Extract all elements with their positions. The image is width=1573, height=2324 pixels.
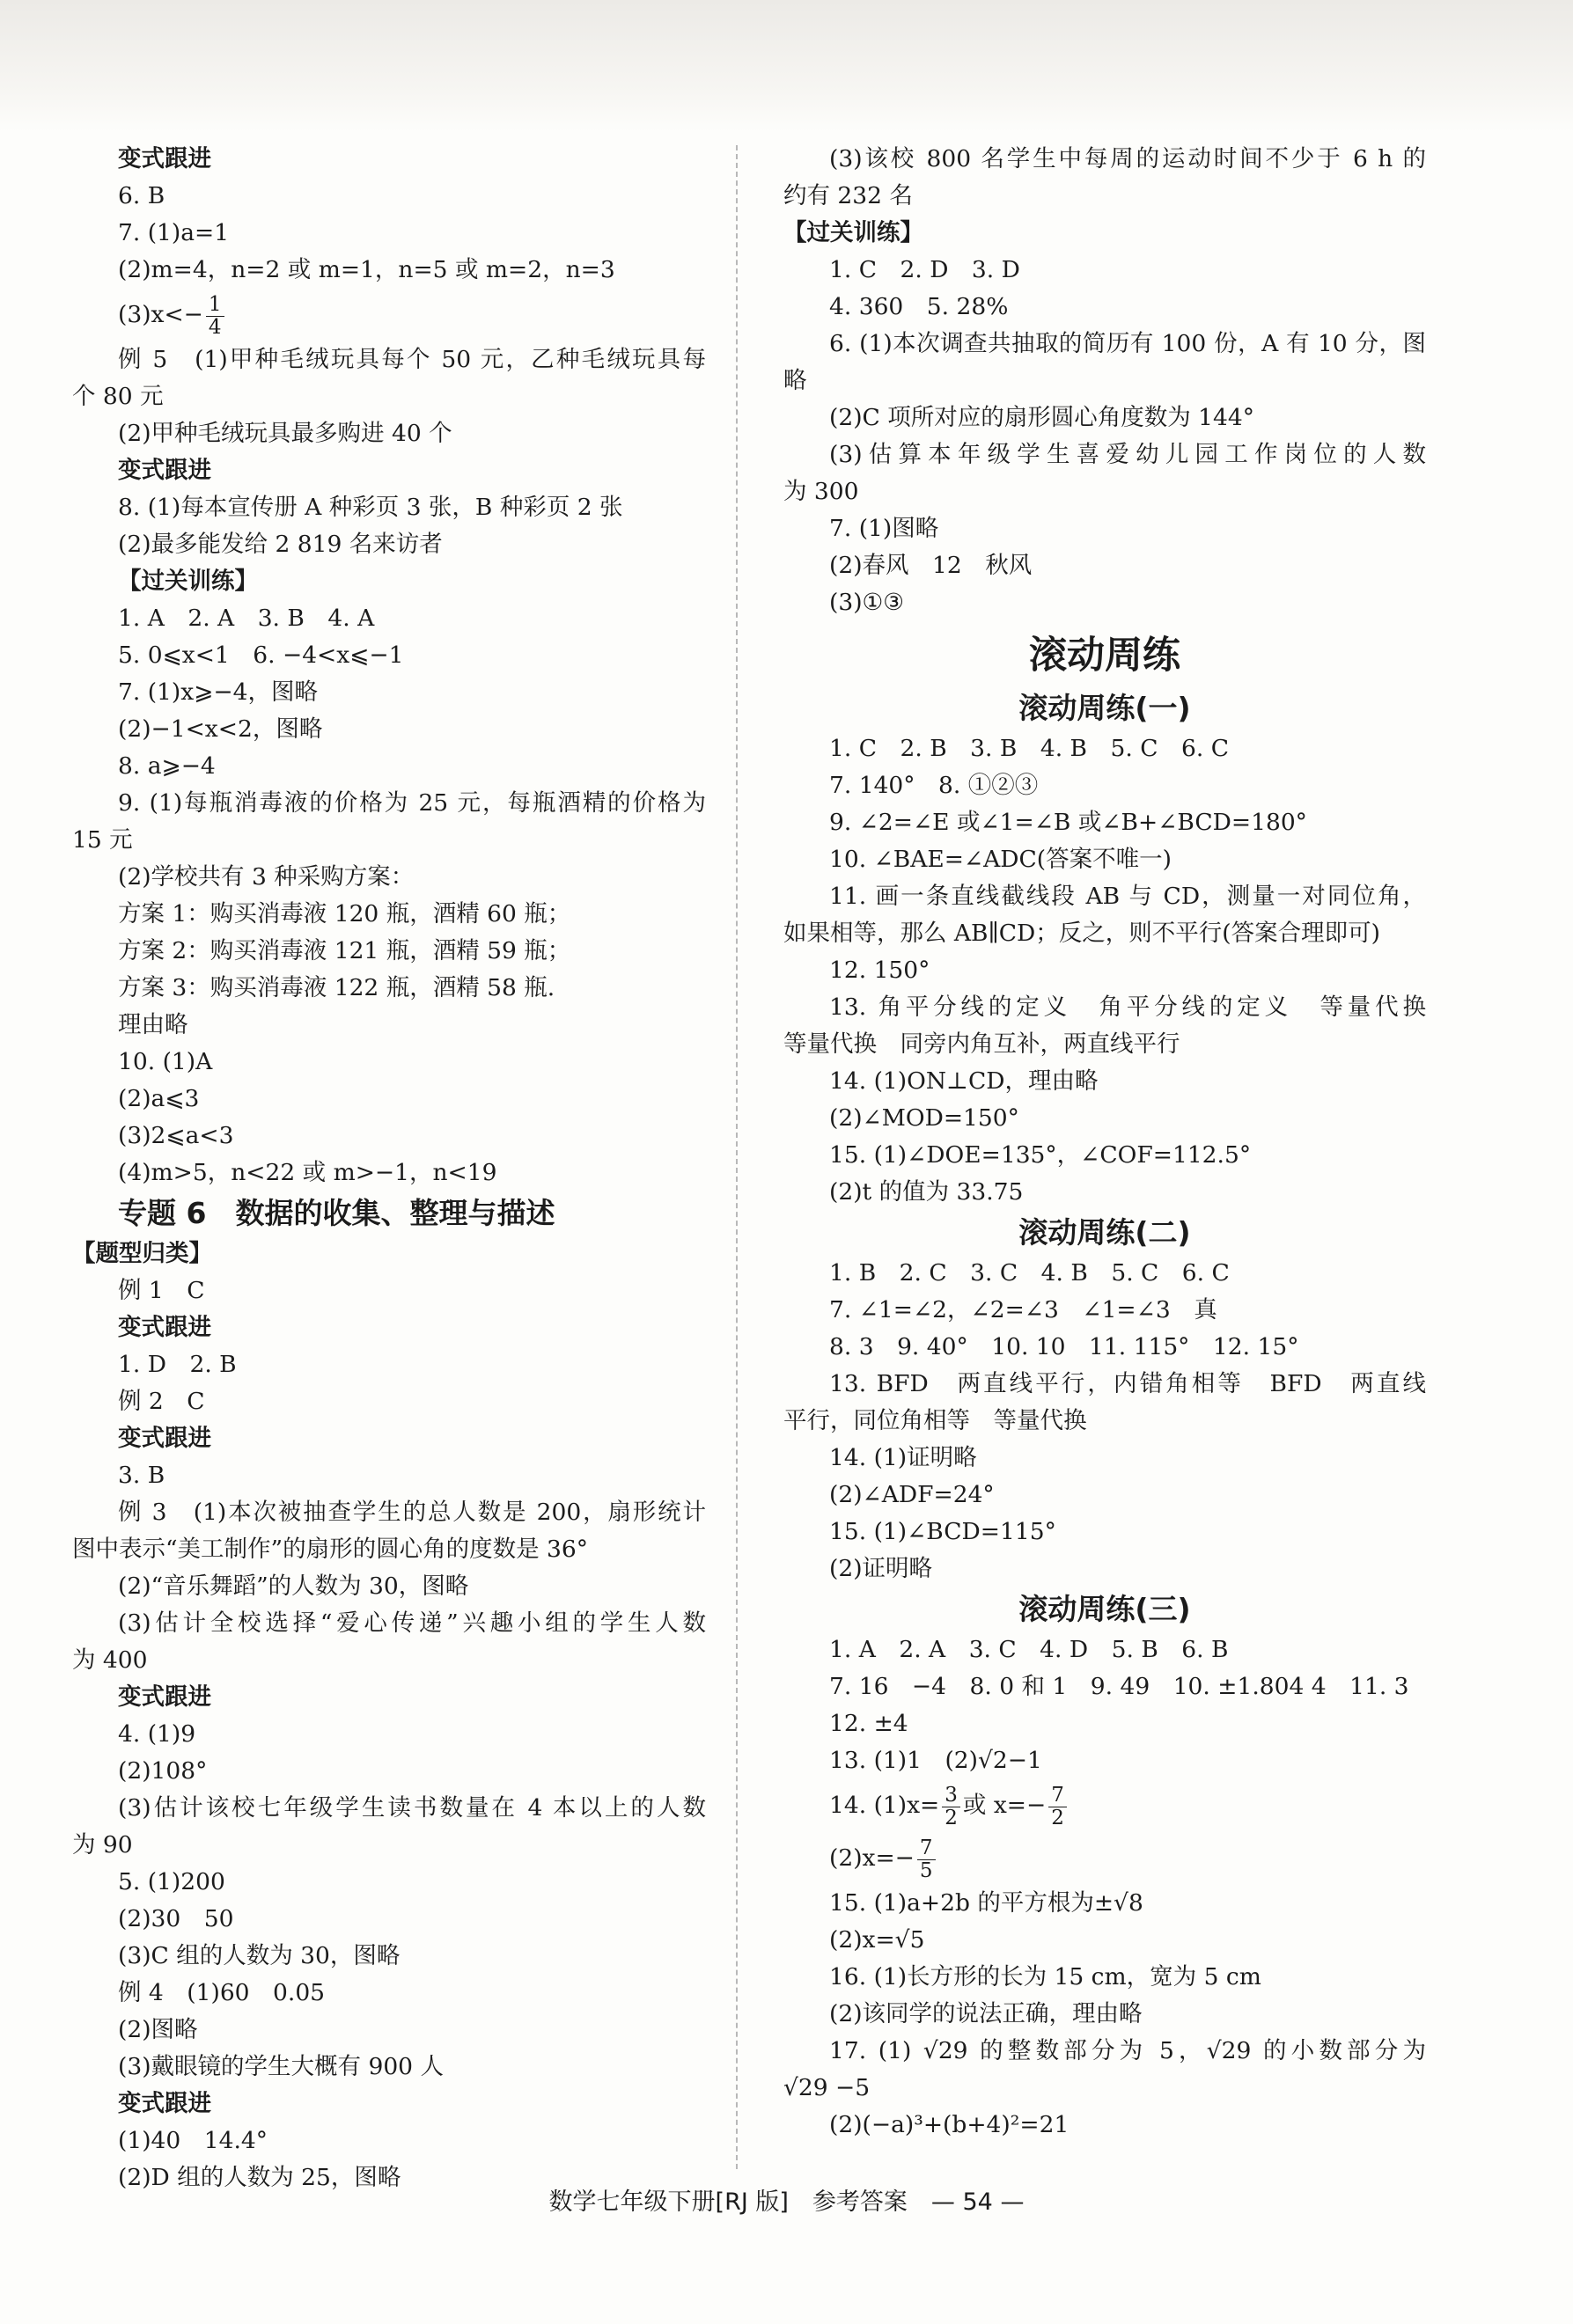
- answer-line: (2)甲种毛绒玩具最多购进 40 个: [118, 420, 452, 447]
- answer-line: 例 4 (1)60 0.05: [118, 1979, 326, 2006]
- answer-line: 14. (1)ON⊥CD，理由略: [829, 1067, 1099, 1095]
- answer-line: (2)a⩽3: [118, 1085, 200, 1112]
- answer-line: 9. ∠2=∠E 或∠1=∠B 或∠B+∠BCD=180°: [829, 809, 1307, 836]
- answer-line: 1. C 2. D 3. D: [829, 256, 1020, 283]
- answer-line: 7. 140° 8. ①②③: [829, 772, 1039, 799]
- section-label: 变式跟进: [118, 457, 211, 484]
- answer-line: 13. 角平分线的定义 角平分线的定义 等量代换: [829, 993, 1426, 1021]
- answer-line: 13. (1)1 (2)√2−1: [829, 1747, 1042, 1774]
- answer-text: (2)x=−: [829, 1844, 915, 1872]
- answer-line: √29 −5: [783, 2074, 871, 2101]
- answer-line: 1. A 2. A 3. B 4. A: [118, 605, 375, 632]
- answer-line: 3. B: [118, 1462, 165, 1489]
- answer-line: (2)图略: [118, 2016, 198, 2043]
- answer-line: 如果相等，那么 AB∥CD；反之，则不平行(答案合理即可): [783, 920, 1380, 947]
- answer-line: 理由略: [118, 1011, 188, 1038]
- answer-line: 为 400: [72, 1646, 148, 1674]
- answer-line: 1. D 2. B: [118, 1351, 237, 1378]
- answer-line: 8. 3 9. 40° 10. 10 11. 115° 12. 15°: [829, 1333, 1299, 1360]
- answer-line: 为 90: [72, 1831, 133, 1858]
- denominator: 4: [208, 315, 222, 339]
- fraction: [206, 294, 224, 337]
- answer-line: 7. (1)图略: [829, 515, 939, 542]
- right-column: [783, 141, 1426, 2144]
- answer-line: 15 元: [72, 826, 133, 854]
- answer-line: 5. (1)200: [118, 1868, 225, 1895]
- answer-line: 略: [783, 367, 807, 394]
- answer-line: 等量代换 同旁内角互补，两直线平行: [783, 1030, 1180, 1058]
- section-label: 变式跟进: [118, 1425, 211, 1452]
- answer-line: (3)①③: [829, 589, 905, 616]
- answer-line: (2)t 的值为 33.75: [829, 1178, 1024, 1206]
- topic-heading: 专题 6 数据的收集、整理与描述: [118, 1196, 555, 1230]
- answer-line: 例 2 C: [118, 1388, 205, 1415]
- answer-line: 12. 150°: [829, 957, 930, 984]
- answer-line: (2)该同学的说法正确，理由略: [829, 2000, 1143, 2027]
- answer-line: 5. 0⩽x<1 6. −4<x⩽−1: [118, 641, 404, 669]
- answer-line: 15. (1)a+2b 的平方根为±√8: [829, 1889, 1143, 1917]
- answer-line: (2)30 50: [118, 1905, 234, 1932]
- section-label: 【题型归类】: [72, 1240, 212, 1267]
- main-section-heading: 滚动周练: [1029, 634, 1180, 678]
- answer-line: 13. BFD 两直线平行，内错角相等 BFD 两直线: [829, 1370, 1426, 1397]
- scan-top-band: [0, 0, 1573, 132]
- answer-line-fraction: [783, 1779, 1426, 1832]
- answer-line: 图中表示“美工制作”的扇形的圆心角的度数是 36°: [72, 1536, 588, 1563]
- answer-line: (1)40 14.4°: [118, 2127, 268, 2154]
- section-label: 变式跟进: [118, 2090, 211, 2117]
- denominator: 2: [1051, 1806, 1064, 1829]
- answer-line: 方案 2：购买消毒液 121 瓶，酒精 59 瓶；: [118, 937, 571, 964]
- answer-text: 14. (1)x=: [829, 1792, 940, 1819]
- answer-line: (2)证明略: [829, 1555, 933, 1582]
- answer-line: 12. ±4: [829, 1710, 908, 1737]
- answer-line: 例 5 (1)甲种毛绒玩具每个 50 元，乙种毛绒玩具每: [118, 346, 706, 373]
- answer-line: 例 1 C: [118, 1277, 205, 1304]
- sub-section-heading: 滚动周练(一): [1018, 691, 1191, 725]
- answer-text: (3)x<−: [118, 301, 203, 328]
- answer-line: 1. A 2. A 3. C 4. D 5. B 6. B: [829, 1636, 1229, 1663]
- answer-line: (3)该校 800 名学生中每周的运动时间不少于 6 h 的: [829, 145, 1426, 172]
- answer-line: (3)估计该校七年级学生读书数量在 4 本以上的人数: [118, 1794, 706, 1822]
- numerator: 7: [1048, 1785, 1067, 1807]
- answer-line: 14. (1)证明略: [829, 1444, 977, 1471]
- sub-section-heading: 滚动周练(二): [1018, 1215, 1191, 1250]
- page-footer: 数学七年级下册[RJ 版] 参考答案 — 54 —: [548, 2188, 1025, 2216]
- answer-line: (2)(−a)³+(b+4)²=21: [829, 2111, 1069, 2138]
- answer-line: (4)m>5，n<22 或 m>−1，n<19: [118, 1159, 497, 1186]
- answer-line: 7. (1)a=1: [118, 219, 230, 246]
- answer-line: (2)∠ADF=24°: [829, 1481, 995, 1508]
- answer-line: (2)“音乐舞蹈”的人数为 30，图略: [118, 1573, 469, 1600]
- answer-text: 或 x=−: [962, 1792, 1047, 1819]
- answer-line: 7. ∠1=∠2，∠2=∠3 ∠1=∠3 真: [829, 1296, 1217, 1323]
- answer-line: 7. (1)x⩾−4，图略: [118, 678, 318, 706]
- answer-line: 6. B: [118, 182, 165, 209]
- answer-line: (3)C 组的人数为 30，图略: [118, 1942, 401, 1969]
- answer-line: (3)估算本年级学生喜爱幼儿园工作岗位的人数: [829, 441, 1426, 468]
- section-label: 【过关训练】: [118, 568, 258, 595]
- answer-line: 15. (1)∠BCD=115°: [829, 1518, 1056, 1545]
- answer-line: 例 3 (1)本次被抽查学生的总人数是 200，扇形统计: [118, 1499, 706, 1526]
- answer-line: (2)C 项所对应的扇形圆心角度数为 144°: [829, 404, 1254, 431]
- column-divider: [736, 145, 738, 2169]
- answer-line: 平行，同位角相等 等量代换: [783, 1407, 1087, 1434]
- answer-line: 4. 360 5. 28%: [829, 293, 1009, 320]
- answer-line: 17. (1) √29 的整数部分为 5，√29 的小数部分为: [829, 2037, 1426, 2064]
- fraction: [942, 1785, 960, 1828]
- answer-line-fraction: [783, 1832, 1426, 1885]
- answer-line: (2)−1<x<2，图略: [118, 715, 323, 743]
- answer-line: (2)D 组的人数为 25，图略: [118, 2164, 401, 2191]
- answer-line: (2)m=4，n=2 或 m=1，n=5 或 m=2，n=3: [118, 256, 615, 283]
- answer-line: 1. B 2. C 3. C 4. B 5. C 6. C: [829, 1259, 1230, 1287]
- answer-line: (2)x=√5: [829, 1926, 925, 1954]
- answer-line: 8. (1)每本宣传册 A 种彩页 3 张，B 种彩页 2 张: [118, 494, 623, 521]
- numerator: 3: [942, 1785, 960, 1807]
- answer-line: 方案 1：购买消毒液 120 瓶，酒精 60 瓶；: [118, 900, 571, 927]
- section-label: 【过关训练】: [783, 219, 923, 246]
- answer-line: (2)春风 12 秋风: [829, 552, 1033, 579]
- answer-line: 4. (1)9: [118, 1720, 196, 1748]
- sub-section-heading: 滚动周练(三): [1018, 1592, 1191, 1626]
- answer-line: 6. (1)本次调查共抽取的简历有 100 份，A 有 10 分，图: [829, 330, 1426, 357]
- answer-line: 7. 16 −4 8. 0 和 1 9. 49 10. ±1.804 4 11. 3: [829, 1673, 1409, 1700]
- answer-line: (2)108°: [118, 1757, 208, 1785]
- numerator: 1: [206, 294, 224, 316]
- answer-line: 约有 232 名: [783, 182, 913, 209]
- numerator: 7: [917, 1837, 936, 1859]
- answer-line: 方案 3：购买消毒液 122 瓶，酒精 58 瓶.: [118, 974, 555, 1001]
- answer-line: (3)2⩽a<3: [118, 1122, 234, 1149]
- answer-line: 10. (1)A: [118, 1048, 213, 1075]
- answer-line: 8. a⩾−4: [118, 752, 216, 780]
- answer-line: (2)学校共有 3 种采购方案：: [118, 863, 415, 891]
- answer-line: 15. (1)∠DOE=135°，∠COF=112.5°: [829, 1141, 1252, 1169]
- answer-line: 为 300: [783, 478, 859, 505]
- answer-line: (2)最多能发给 2 819 名来访者: [118, 531, 443, 558]
- denominator: 2: [945, 1806, 958, 1829]
- answer-line: (3)估计全校选择“爱心传递”兴趣小组的学生人数: [118, 1609, 706, 1637]
- section-label: 变式跟进: [118, 1683, 211, 1711]
- fraction: [1048, 1785, 1067, 1828]
- answer-line: (3)戴眼镜的学生大概有 900 人: [118, 2053, 444, 2080]
- answer-line: 9. (1)每瓶消毒液的价格为 25 元，每瓶酒精的价格为: [118, 789, 706, 817]
- denominator: 5: [919, 1858, 933, 1882]
- fraction: [917, 1837, 936, 1880]
- answer-line: 10. ∠BAE=∠ADC(答案不唯一): [829, 846, 1172, 873]
- answer-line: 11. 画一条直线截线段 AB 与 CD，测量一对同位角，: [829, 883, 1426, 910]
- answer-line: 个 80 元: [72, 383, 164, 410]
- left-column: [72, 141, 706, 2196]
- answer-line: 1. C 2. B 3. B 4. B 5. C 6. C: [829, 735, 1229, 762]
- answer-line-fraction: [72, 289, 706, 341]
- section-label: 变式跟进: [118, 145, 211, 172]
- answer-line: (2)∠MOD=150°: [829, 1104, 1019, 1132]
- answer-line: 16. (1)长方形的长为 15 cm，宽为 5 cm: [829, 1963, 1261, 1990]
- section-label: 变式跟进: [118, 1314, 211, 1341]
